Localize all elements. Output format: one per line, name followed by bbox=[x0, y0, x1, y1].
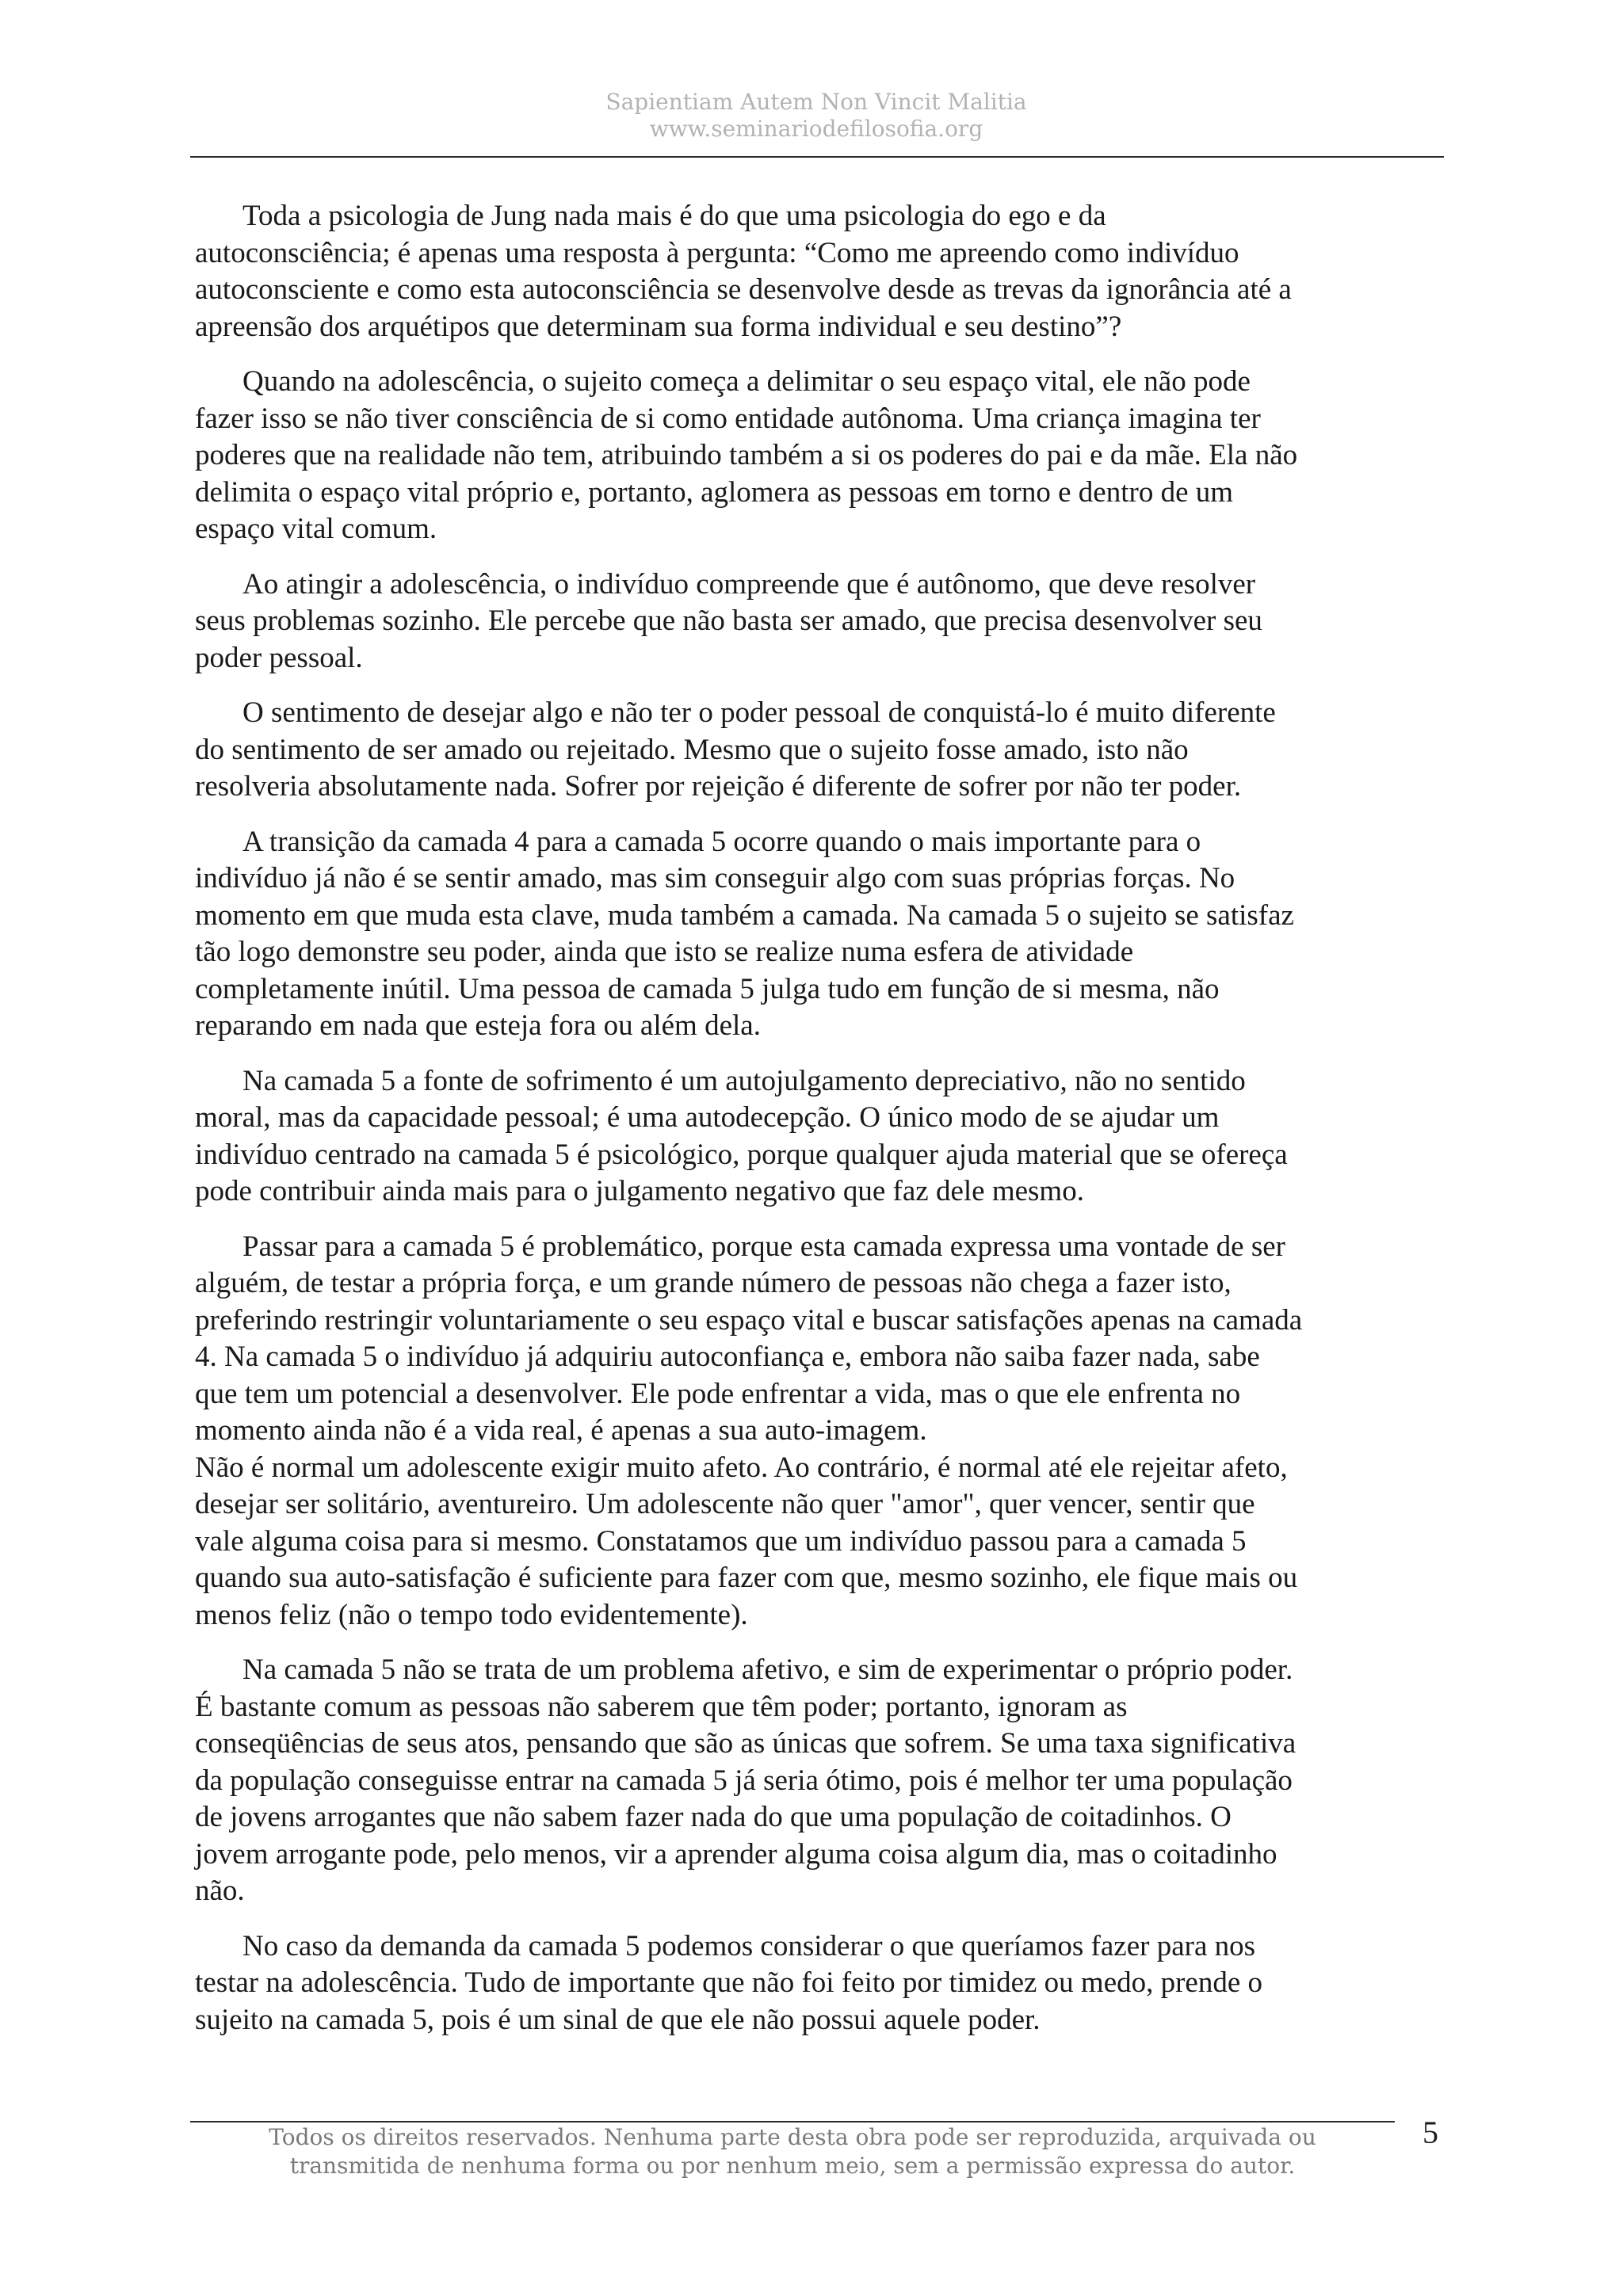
paragraph: O sentimento de desejar algo e não ter o poder pessoal de conquistá-lo é muito diferente do sentimento de ser amado ou rejeitado. Mesmo que o sujeito fosse amado, isto não resolveria absolutamente nada. Sofrer por rejeição é diferente de sofrer por não ter poder. bbox=[195, 696, 1276, 803]
header-title: Sapientiam Autem Non Vincit Malitia bbox=[605, 89, 1027, 115]
paragraph: Quando na adolescência, o sujeito começa a delimitar o seu espaço vital, ele não pode fazer isso se não tiver consciência de si como entidade autônoma. Uma criança imagina ter poderes que na realidade não tem, atribuindo também a si os poderes do pai e da mãe. Ela não delimita o espaço vital próprio e, portanto, aglomera as pessoas em torno e dentro de um espaço vital comum. bbox=[195, 365, 1298, 545]
paragraph: Não é normal um adolescente exigir muito afeto. Ao contrário, é normal até ele rejeitar afeto, desejar ser solitário, aventureiro. Um adolescente não quer "amor", quer vencer, sentir que vale alguma coisa para si mesmo. Constatamos que um indivíduo passou para a camada 5 quando sua auto-satisfação é suficiente para fazer com que, mesmo sozinho, ele fique mais ou menos feliz (não o tempo todo evidentemente). bbox=[195, 1451, 1298, 1631]
page-number: 5 bbox=[1423, 2115, 1438, 2150]
footer-divider bbox=[190, 2121, 1395, 2122]
paragraph: Passar para a camada 5 é problemático, porque esta camada expressa uma vontade de ser alguém, de testar a própria força, e um grande número de pessoas não chega a fazer isto, preferindo restringir voluntariamente o seu espaço vital e buscar satisfações apenas na camada 4. Na camada 5 o indivíduo já adquiriu autoconfiança e, embora não saiba fazer nada, sabe que tem um potencial a desenvolver. Ele pode enfrentar a vida, mas o que ele enfrenta no momento ainda não é a vida real, é apenas a sua auto-imagem. bbox=[195, 1230, 1303, 1447]
paragraph: Ao atingir a adolescência, o indivíduo compreende que é autônomo, que deve resolver seus problemas sozinho. Ele percebe que não basta ser amado, que precisa desenvolver seu poder pessoal. bbox=[195, 567, 1262, 674]
copyright-notice bbox=[190, 2123, 1395, 2180]
document-body bbox=[195, 198, 1444, 2057]
paragraph: A transição da camada 4 para a camada 5 ocorre quando o mais importante para o indivíduo já não é se sentir amado, mas sim conseguir algo com suas próprias forças. No momento em que muda esta clave, muda também a camada. Na camada 5 o sujeito se satisfaz tão logo demonstre seu poder, ainda que isto se realize numa esfera de atividade completamente inútil. Uma pessoa de camada 5 julga tudo em função de si mesma, não reparando em nada que esteja fora ou além dela. bbox=[195, 825, 1294, 1042]
paragraph: Na camada 5 não se trata de um problema afetivo, e sim de experimentar o próprio poder. É bastante comum as pessoas não saberem que têm poder; portanto, ignoram as conseqüências de seus atos, pensando que são as únicas que sofrem. Se uma taxa significativa da população conseguisse entrar na camada 5 já seria ótimo, pois é melhor ter uma população de jovens arrogantes que não sabem fazer nada do que uma população de coitadinhos. O jovem arrogante pode, pelo menos, vir a aprender alguma coisa algum dia, mas o coitadinho não. bbox=[195, 1653, 1296, 1907]
header-website: www.seminariodefilosofia.org bbox=[649, 116, 983, 142]
copyright-line-1: Todos os direitos reservados. Nenhuma parte desta obra pode ser reproduzida, arquivada ou bbox=[269, 2124, 1316, 2150]
copyright-line-2: transmitida de nenhuma forma ou por nenhum meio, sem a permissão expressa do autor. bbox=[289, 2153, 1296, 2179]
header-divider bbox=[190, 156, 1444, 158]
paragraph: Toda a psicologia de Jung nada mais é do que uma psicologia do ego e da autoconsciência; é apenas uma resposta à pergunta: “Como me apreendo como indivíduo autoconsciente e como esta autoconsciência se desenvolve desde as trevas da ignorância até a apreensão dos arquétipos que determinam sua forma individual e seu destino”? bbox=[195, 200, 1292, 343]
paragraph: No caso da demanda da camada 5 podemos considerar o que queríamos fazer para nos testar na adolescência. Tudo de importante que não foi feito por timidez ou medo, prende o sujeito na camada 5, pois é um sinal de que ele não possui aquele poder. bbox=[195, 1929, 1263, 2036]
page-header bbox=[190, 89, 1442, 143]
paragraph: Na camada 5 a fonte de sofrimento é um autojulgamento depreciativo, não no sentido moral, mas da capacidade pessoal; é uma autodecepção. O único modo de se ajudar um indivíduo centrado na camada 5 é psicológico, porque qualquer ajuda material que se ofereça pode contribuir ainda mais para o julgamento negativo que faz dele mesmo. bbox=[195, 1064, 1288, 1207]
